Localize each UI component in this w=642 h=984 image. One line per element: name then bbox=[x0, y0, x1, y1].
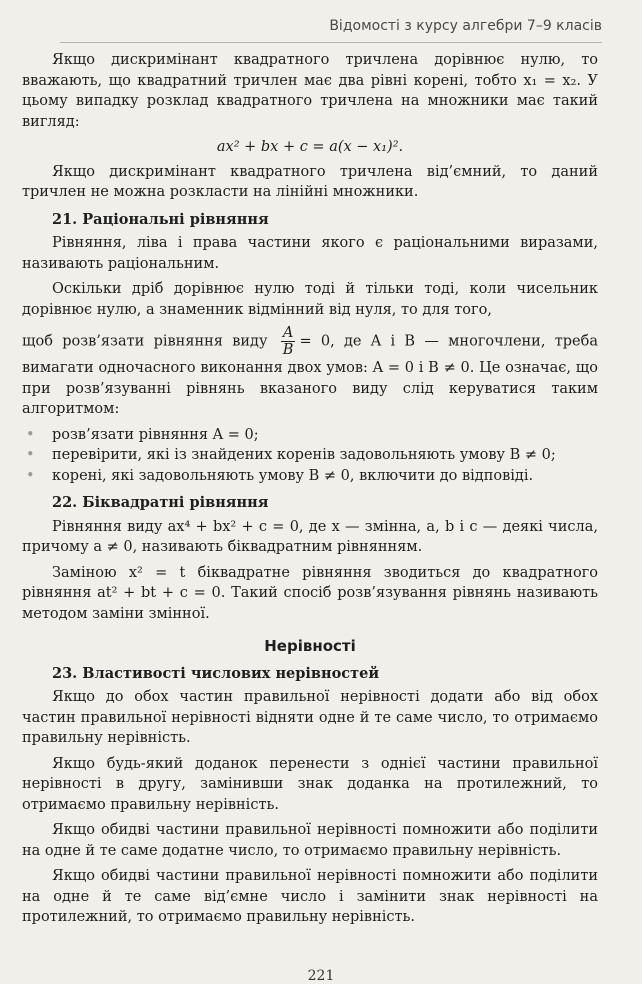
s23-paragraph: Якщо обидві частини правильної нерівності помножити або поділити на одне й те саме від’ємне число і замінити знак нерівності на протилежний, то отримаємо правильну нерівність. bbox=[22, 868, 598, 925]
s23-paragraph: Якщо до обох частин правильної нерівності додати або від обох частин правильної нерівності відняти одне й те саме число, то отримаємо правильну нерівність. bbox=[22, 689, 598, 746]
running-header bbox=[60, 10, 602, 43]
bullet-icon: • bbox=[26, 467, 35, 484]
header-title: Відомості з курсу алгебри 7–9 класів bbox=[329, 18, 602, 34]
list-item-text: перевірити, які із знайдених коренів задовольняють умову B ≠ 0; bbox=[52, 447, 556, 463]
page-number: 221 bbox=[307, 968, 335, 984]
bullet-icon: • bbox=[26, 426, 35, 443]
section-23-title: 23. Властивості числових нерівностей bbox=[52, 664, 380, 682]
s21-paragraph-conditions bbox=[22, 325, 598, 420]
chapter-heading: Нерівності bbox=[264, 637, 356, 655]
paragraph-zero-discriminant: Якщо дискримінант квадратного тричлена дорівнює нулю, то вважають, що квадратний тричлен має два рівні корені, тобто x₁ = x₂. У цьому випадку розклад квадратного тричлена на множники має такий вигляд: bbox=[22, 52, 598, 130]
list-item bbox=[22, 425, 598, 446]
list-item bbox=[22, 445, 598, 466]
s23-paragraph: Якщо будь-який доданок перенести з однієї частини правильної нерівності в другу, замінивши знак доданка на протилежний, то отримаємо правильну нерівність. bbox=[22, 755, 598, 813]
s21-paragraph-definition: Рівняння, ліва і права частини якого є раціональними виразами, називають раціональним. bbox=[22, 235, 598, 272]
s22-paragraph-substitution: Заміною x² = t біквадратне рівняння зводиться до квадратного рівняння at² + bt + c = 0. Такий спосіб розв’язування рівнянь називають методом заміни змінної. bbox=[22, 564, 598, 622]
factorization-formula: ax² + bx + c = a(x − x₁)². bbox=[216, 139, 404, 155]
page-content bbox=[22, 50, 598, 933]
section-22-title: 22. Біквадратні рівняння bbox=[52, 494, 269, 511]
s22-paragraph-definition: Рівняння виду ax⁴ + bx² + c = 0, де x — змінна, a, b і c — деякі числа, причому a ≠ 0, називають біквадратним рівнянням. bbox=[22, 518, 598, 555]
list-item bbox=[22, 466, 598, 487]
list-item-text: розв’язати рівняння A = 0; bbox=[52, 426, 259, 443]
paragraph-negative-discriminant: Якщо дискримінант квадратного тричлена від’ємний, то даний тричлен не можна розкласти на лінійні множники. bbox=[22, 163, 598, 200]
fraction-numerator: A bbox=[281, 325, 296, 342]
bullet-icon: • bbox=[26, 447, 35, 463]
fraction-a-over-b bbox=[281, 325, 296, 358]
s21-text-before-fraction: щоб розв’язати рівняння виду bbox=[22, 333, 268, 350]
list-item-text: корені, які задовольняють умову B ≠ 0, включити до відповіді. bbox=[52, 467, 534, 484]
section-21-title: 21. Раціональні рівняння bbox=[52, 210, 269, 228]
s21-paragraph-fraction: Оскільки дріб дорівнює нулю тоді й тільки тоді, коли чисельник дорівнює нулю, а знаменник відмінний від нуля, то для того, bbox=[22, 281, 598, 318]
s23-paragraph: Якщо обидві частини правильної нерівності помножити або поділити на одне й те саме додатне число, то отримаємо правильну нерівність. bbox=[22, 822, 598, 859]
s21-text-after-fraction: = 0, де A і B — многочлени, треба вимагати одночасного виконання двох умов: A = 0 і B ≠ 0. Це означає, що при розв’язуванні рівнянь вказаного виду слід керуватися таким алгоритмом: bbox=[22, 333, 598, 417]
fraction-denominator: B bbox=[282, 342, 294, 358]
algorithm-list bbox=[22, 425, 598, 487]
